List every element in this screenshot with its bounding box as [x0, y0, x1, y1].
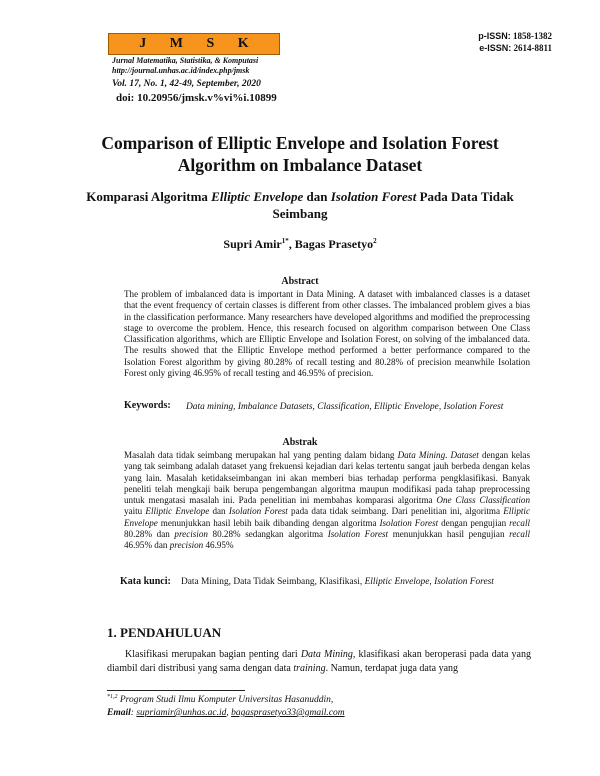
- abstrak-span: 46.95%: [203, 540, 234, 551]
- abstrak-span: .: [445, 450, 451, 460]
- author-2: Bagas Prasetyo: [294, 237, 374, 251]
- subtitle-italic: Elliptic Envelope: [211, 189, 304, 204]
- abstrak-span: yaitu: [124, 506, 146, 517]
- eissn-label: e-ISSN:: [479, 43, 512, 53]
- abstrak-span: menunjukkan hasil lebih baik dibanding dengan algoritma: [157, 517, 380, 528]
- footnote-email: [107, 708, 345, 718]
- doi[interactable]: doi: 10.20956/jmsk.v%vi%i.10899: [116, 92, 277, 104]
- intro-italic: Data Mining: [300, 649, 353, 660]
- abstrak-italic: Isolation Forest: [379, 517, 439, 528]
- subtitle-text: dan: [303, 189, 331, 204]
- abstrak-italic: Isolation Forest: [327, 529, 389, 540]
- pissn-label: p-ISSN:: [478, 31, 511, 41]
- email-sep: :: [130, 708, 137, 718]
- abstrak-italic: Elliptic Envelope: [124, 506, 530, 528]
- intro-span: . Namun, terdapat juga data yang: [325, 662, 459, 674]
- abstrak-span: 46.95% dan: [124, 540, 170, 551]
- eissn-value: 2614-8811: [513, 43, 552, 53]
- paper-subtitle: [60, 188, 540, 222]
- author-sep: ,: [288, 237, 295, 251]
- abstrak-span: dengan pengujian: [438, 517, 510, 528]
- section-heading: 1. PENDAHULUAN: [107, 625, 222, 640]
- email-comma: ,: [226, 708, 232, 718]
- intro-span: , klasifikasi akan beroperasi pada data yang diambil dari distribusi yang sama dengan data: [107, 649, 531, 674]
- abstrak-span: menunjukkan hasil pengujian: [388, 529, 510, 540]
- journal-name: Jurnal Matematika, Statistika, & Komputasi: [112, 56, 259, 65]
- kata-kunci-plain: Data Mining, Data Tidak Seimbang, Klasifikasi,: [181, 577, 365, 587]
- abstrak-span: pada data tidak seimbang. Dari penelitian ini, algoritma: [287, 506, 504, 517]
- journal-logo: [108, 33, 280, 55]
- pissn: [478, 31, 552, 41]
- abstrak-italic: precision: [169, 540, 204, 551]
- abstrak-italic: Elliptic Envelope: [145, 506, 210, 517]
- email-link-1[interactable]: supriamir@unhas.ac.id: [136, 708, 227, 718]
- abstrak-italic: One Class Classification: [436, 495, 530, 506]
- abstrak-span: 80.28% dan: [124, 529, 175, 540]
- abstrak-span: dengan kelas yang tak seimbang adalah dataset yang frekuensi kejadian dari kelas tertentu sangat jauh berbeda dengan kelas yang lain. Masalah ketidakseimbangan ini akan memberi bias terhadap performa pengklasifikasi. Banyak peneliti telah mengkaji baik berupa pengembangan algoritma maupun modifikasi pada tahap preprocessing untuk mengatasi masalah ini. Pada penelitian ini membahas komparasi algoritma: [124, 450, 531, 506]
- kata-kunci-text: [181, 576, 531, 588]
- journal-url[interactable]: http://journal.unhas.ac.id/index.php/jmsk: [112, 66, 250, 75]
- affiliation-text: Program Studi Ilmu Komputer Universitas Hasanuddin,: [117, 695, 334, 706]
- pissn-value: 1858-1382: [513, 31, 552, 41]
- email-label: Email: [107, 708, 131, 718]
- abstrak-span: 80.28% sedangkan algoritma: [207, 529, 328, 540]
- eissn: [479, 43, 552, 53]
- title-line-2: Algorithm on Imbalance Dataset: [177, 155, 423, 175]
- author-1: Supri Amir: [223, 237, 282, 251]
- subtitle-italic: Isolation Forest: [330, 189, 417, 204]
- abstrak-italic: Isolation Forest: [228, 506, 288, 517]
- footnote-divider: [107, 690, 245, 691]
- abstrak-italic: recall: [509, 517, 531, 528]
- abstrak-italic: recall: [509, 529, 530, 540]
- kata-kunci-label: Kata kunci:: [120, 576, 171, 587]
- abstrak-span: Masalah data tidak seimbang merupakan hal yang penting dalam bidang: [124, 450, 398, 460]
- footnote-sup: *1,2: [107, 694, 118, 700]
- abstrak-italic: Data Mining: [397, 450, 446, 460]
- volume-info: Vol. 17, No. 1, 42-49, September, 2020: [112, 79, 261, 89]
- authors: [0, 237, 600, 252]
- abstract-text: The problem of imbalanced data is important in Data Mining. A dataset with imbalanced classes is a dataset that the event frequency of certain classes is different from other classes. The imbalanced problem gives a bias in the classification performance. Many researchers have developed algorithms and modified the preprocessing stage to overcome the problem. Hence, this research focused on algorithm comparison between One Class Classification algorithms, which are Elliptic Envelope and Isolation Forest, on solving of the imbalanced data. The results showed that the Elliptic Envelope method performed a better performance compared to the Isolation Forest algorithm by giving 80.28% of recall testing and 80.28% of precision meanwhile Isolation Forest only giving 46.95% of recall testing and 46.95% of precision.: [124, 289, 530, 379]
- abstract-heading: Abstract: [281, 276, 319, 287]
- abstrak-text: [124, 450, 530, 552]
- subtitle-text: Komparasi Algoritma: [86, 189, 212, 204]
- author-1-affil: 1*: [281, 237, 289, 245]
- keywords-text: Data mining, Imbalance Datasets, Classification, Elliptic Envelope, Isolation Forest: [186, 402, 504, 412]
- footnote-affiliation: [107, 694, 333, 705]
- intro-span: Klasifikasi merupakan bagian penting dari: [125, 649, 301, 660]
- subtitle-text: Pada Data Tidak Seimbang: [272, 189, 514, 221]
- intro-italic: training: [293, 662, 326, 674]
- intro-paragraph: [107, 648, 531, 675]
- abstrak-italic: precision: [174, 529, 208, 540]
- kata-kunci-italic: Elliptic Envelope, Isolation Forest: [364, 577, 494, 587]
- title-line-1: Comparison of Elliptic Envelope and Isolation Forest: [101, 133, 499, 153]
- logo-text: J M S K: [139, 36, 259, 51]
- abstrak-heading: Abstrak: [282, 437, 318, 448]
- author-2-affil: 2: [373, 237, 377, 245]
- abstrak-span: dan: [209, 506, 229, 517]
- paper-title: [40, 132, 560, 176]
- abstrak-italic: Dataset: [450, 450, 479, 460]
- email-link-2[interactable]: bagasprasetyo33@gmail.com: [231, 708, 345, 718]
- keywords-label: Keywords:: [124, 400, 171, 411]
